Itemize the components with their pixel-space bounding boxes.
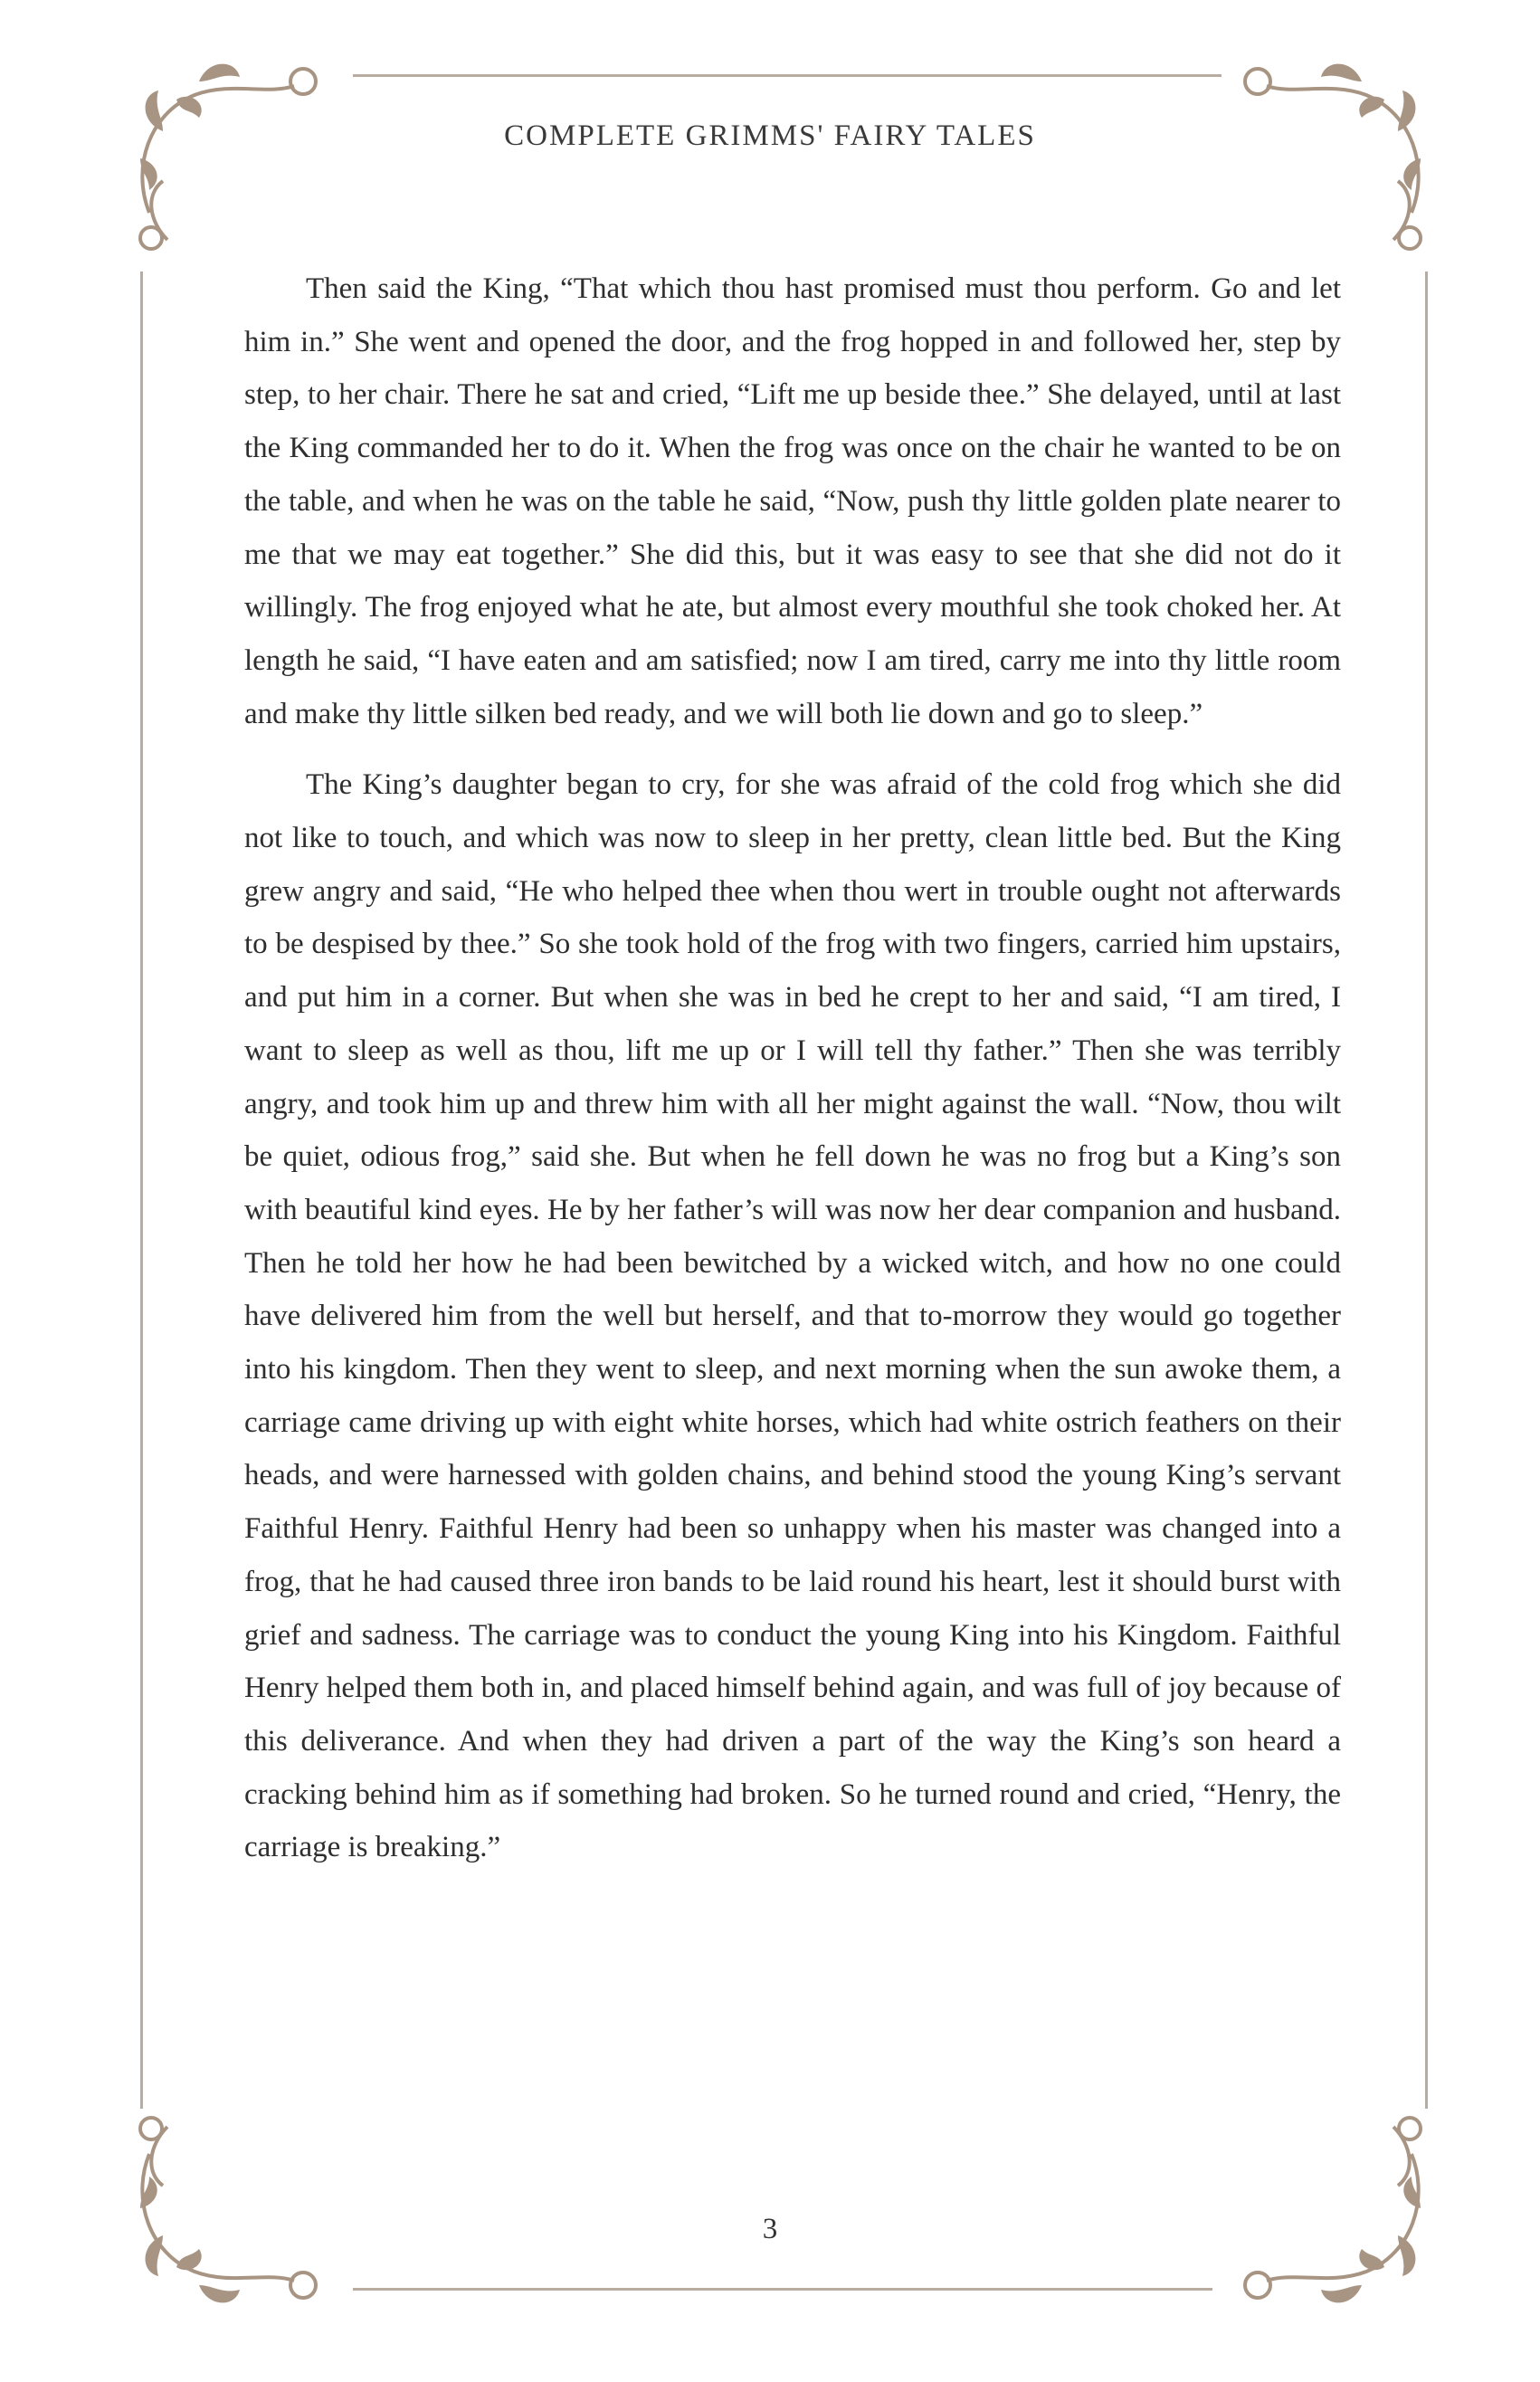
frame-line-top bbox=[353, 74, 1222, 77]
frame-line-right bbox=[1425, 272, 1428, 2109]
frame-line-bottom bbox=[353, 2288, 1212, 2291]
body-text bbox=[244, 262, 1341, 1874]
paragraph: Then said the King, “That which thou hast promised must thou perform. Go and let him in.” She went and opened the door, and the frog hopped in and followed her, step by step, to her chair. There he sat and cried, “Lift me up beside thee.” She delayed, until at last the King commanded her to do it. When the frog was once on the chair he wanted to be on the table, and when he was on the table he said, “Now, push thy little golden plate nearer to me that we may eat together.” She did this, but it was easy to see that she did not do it willingly. The frog enjoyed what he ate, but almost every mouthful she took choked her. At length he said, “I have eaten and am satisfied; now I am tired, carry me into thy little room and make thy little silken bed ready, and we will both lie down and go to sleep.” bbox=[244, 272, 1341, 730]
paragraph: The King’s daughter began to cry, for she was afraid of the cold frog which she did not like to touch, and which was now to sleep in her pretty, clean little bed. But the King grew angry and said, “He who helped thee when thou wert in trouble ought not afterwards to be despised by thee.” So she took hold of the frog with two fingers, carried him upstairs, and put him in a corner. But when she was in bed he crept to her and said, “I am tired, I want to sleep as well as thou, lift me up or I will tell thy father.” Then she was terribly angry, and took him up and threw him with all her might against the wall. “Now, thou wilt be quiet, odious frog,” said she. But when he fell down he was no frog but a King’s son with beautiful kind eyes. He by her father’s will was now her dear companion and husband. Then he told her how he had been bewitched by a wicked witch, and how no one could have delivered him from the well but herself, and that to-morrow they would go together into his kingdom. Then they went to sleep, and next morning when the sun awoke them, a carriage came driving up with eight white horses, which had white ostrich feathers on their heads, and were harnessed with golden chains, and behind stood the young King’s servant Faithful Henry. Faithful Henry had been so unhappy when his master was changed into a frog, that he had caused three iron bands to be laid round his heart, lest it should burst with grief and sadness. The carriage was to conduct the young King into his Kingdom. Faithful Henry helped them both in, and placed himself behind again, and was full of joy because of this deliverance. And when they had driven a part of the way the King’s son heard a cracking behind him as if something had broken. So he turned round and cried, “Henry, the carriage is breaking.” bbox=[244, 768, 1341, 1864]
frame-line-left bbox=[140, 272, 143, 2109]
page-number: 3 bbox=[762, 2213, 778, 2245]
running-title: COMPLETE GRIMMS' FAIRY TALES bbox=[504, 119, 1036, 152]
